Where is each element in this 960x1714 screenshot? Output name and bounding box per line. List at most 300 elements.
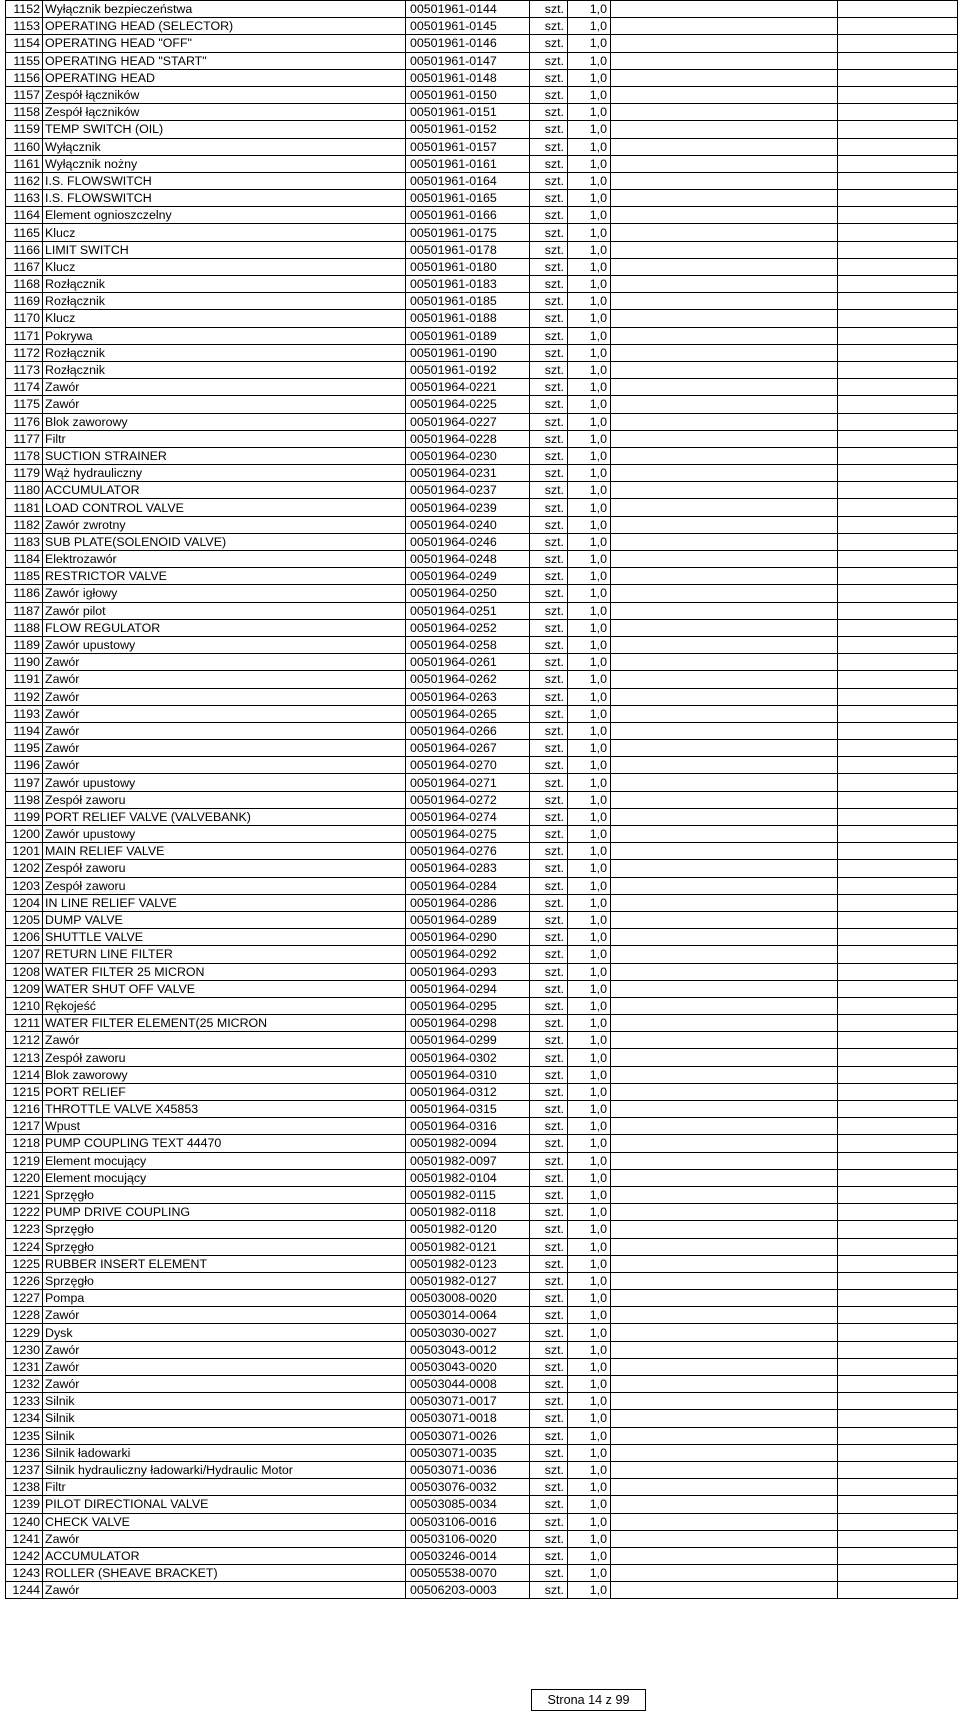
description-cell: I.S. FLOWSWITCH [43, 172, 406, 189]
quantity-cell: 1,0 [568, 1186, 611, 1203]
unit-cell: szt. [530, 774, 568, 791]
table-row [6, 1204, 958, 1221]
row-number-cell: 1228 [6, 1307, 43, 1324]
empty-cell [838, 1255, 958, 1272]
unit-cell: szt. [530, 1221, 568, 1238]
empty-cell [838, 1032, 958, 1049]
unit-cell: szt. [530, 894, 568, 911]
table-row [6, 1221, 958, 1238]
empty-cell [611, 688, 838, 705]
empty-cell [611, 1496, 838, 1513]
part-number-cell: 00503085-0034 [406, 1496, 530, 1513]
part-number-cell: 00501961-0175 [406, 224, 530, 241]
part-number-cell: 00501961-0148 [406, 69, 530, 86]
empty-cell [838, 1152, 958, 1169]
quantity-cell: 1,0 [568, 361, 611, 378]
row-number-cell: 1207 [6, 946, 43, 963]
row-number-cell: 1216 [6, 1101, 43, 1118]
table-row [6, 361, 958, 378]
description-cell: Klucz [43, 310, 406, 327]
row-number-cell: 1162 [6, 172, 43, 189]
part-number-cell: 00501961-0161 [406, 155, 530, 172]
description-cell: LOAD CONTROL VALVE [43, 499, 406, 516]
description-cell: ROLLER (SHEAVE BRACKET) [43, 1565, 406, 1582]
unit-cell: szt. [530, 1186, 568, 1203]
part-number-cell: 00503043-0020 [406, 1358, 530, 1375]
row-number-cell: 1159 [6, 121, 43, 138]
empty-cell [611, 551, 838, 568]
quantity-cell: 1,0 [568, 465, 611, 482]
part-number-cell: 00501964-0316 [406, 1118, 530, 1135]
description-cell: Zespół łączników [43, 86, 406, 103]
part-number-cell: 00501964-0312 [406, 1083, 530, 1100]
description-cell: Zawór zwrotny [43, 516, 406, 533]
row-number-cell: 1224 [6, 1238, 43, 1255]
row-number-cell: 1232 [6, 1376, 43, 1393]
quantity-cell: 1,0 [568, 430, 611, 447]
unit-cell: szt. [530, 1049, 568, 1066]
part-number-cell: 00501961-0165 [406, 190, 530, 207]
table-row [6, 808, 958, 825]
description-cell: Zawór upustowy [43, 636, 406, 653]
unit-cell: szt. [530, 430, 568, 447]
unit-cell: szt. [530, 310, 568, 327]
unit-cell: szt. [530, 69, 568, 86]
description-cell: Wąż hydrauliczny [43, 465, 406, 482]
empty-cell [611, 482, 838, 499]
unit-cell: szt. [530, 1410, 568, 1427]
description-cell: Zawór [43, 1341, 406, 1358]
empty-cell [838, 499, 958, 516]
table-row [6, 224, 958, 241]
part-number-cell: 00503076-0032 [406, 1479, 530, 1496]
row-number-cell: 1234 [6, 1410, 43, 1427]
empty-cell [611, 568, 838, 585]
part-number-cell: 00501961-0189 [406, 327, 530, 344]
description-cell: Rozłącznik [43, 276, 406, 293]
description-cell: Wyłącznik bezpieczeństwa [43, 1, 406, 18]
empty-cell [611, 636, 838, 653]
empty-cell [611, 104, 838, 121]
unit-cell: szt. [530, 860, 568, 877]
quantity-cell: 1,0 [568, 1, 611, 18]
unit-cell: szt. [530, 207, 568, 224]
table-row [6, 1049, 958, 1066]
quantity-cell: 1,0 [568, 860, 611, 877]
table-row [6, 465, 958, 482]
unit-cell: szt. [530, 1255, 568, 1272]
unit-cell: szt. [530, 1238, 568, 1255]
empty-cell [611, 1032, 838, 1049]
unit-cell: szt. [530, 138, 568, 155]
empty-cell [838, 293, 958, 310]
empty-cell [838, 997, 958, 1014]
part-number-cell: 00506203-0003 [406, 1582, 530, 1599]
table-row [6, 636, 958, 653]
part-number-cell: 00501982-0115 [406, 1186, 530, 1203]
quantity-cell: 1,0 [568, 705, 611, 722]
empty-cell [838, 636, 958, 653]
quantity-cell: 1,0 [568, 18, 611, 35]
quantity-cell: 1,0 [568, 533, 611, 550]
empty-cell [838, 276, 958, 293]
empty-cell [838, 1376, 958, 1393]
description-cell: Rozłącznik [43, 361, 406, 378]
empty-cell [611, 516, 838, 533]
part-number-cell: 00501961-0190 [406, 344, 530, 361]
quantity-cell: 1,0 [568, 310, 611, 327]
row-number-cell: 1205 [6, 911, 43, 928]
part-number-cell: 00501964-0276 [406, 843, 530, 860]
table-row [6, 1083, 958, 1100]
table-row [6, 121, 958, 138]
quantity-cell: 1,0 [568, 808, 611, 825]
quantity-cell: 1,0 [568, 826, 611, 843]
table-row [6, 344, 958, 361]
unit-cell: szt. [530, 1307, 568, 1324]
part-number-cell: 00503044-0008 [406, 1376, 530, 1393]
part-number-cell: 00501961-0185 [406, 293, 530, 310]
table-row [6, 18, 958, 35]
empty-cell [611, 1290, 838, 1307]
unit-cell: szt. [530, 533, 568, 550]
description-cell: RESTRICTOR VALVE [43, 568, 406, 585]
part-number-cell: 00501982-0097 [406, 1152, 530, 1169]
unit-cell: szt. [530, 258, 568, 275]
table-row [6, 327, 958, 344]
row-number-cell: 1233 [6, 1393, 43, 1410]
empty-cell [838, 1221, 958, 1238]
unit-cell: szt. [530, 1376, 568, 1393]
quantity-cell: 1,0 [568, 929, 611, 946]
empty-cell [611, 740, 838, 757]
empty-cell [611, 1427, 838, 1444]
empty-cell [611, 722, 838, 739]
description-cell: FLOW REGULATOR [43, 619, 406, 636]
unit-cell: szt. [530, 997, 568, 1014]
empty-cell [838, 379, 958, 396]
table-row [6, 1135, 958, 1152]
part-number-cell: 00501964-0230 [406, 447, 530, 464]
unit-cell: szt. [530, 1324, 568, 1341]
quantity-cell: 1,0 [568, 1118, 611, 1135]
row-number-cell: 1158 [6, 104, 43, 121]
row-number-cell: 1178 [6, 447, 43, 464]
part-number-cell: 00501964-0295 [406, 997, 530, 1014]
description-cell: SHUTTLE VALVE [43, 929, 406, 946]
description-cell: Rękojeść [43, 997, 406, 1014]
table-row [6, 911, 958, 928]
part-number-cell: 00501964-0227 [406, 413, 530, 430]
description-cell: Zawór pilot [43, 602, 406, 619]
row-number-cell: 1181 [6, 499, 43, 516]
empty-cell [611, 705, 838, 722]
table-row [6, 86, 958, 103]
part-number-cell: 00501964-0274 [406, 808, 530, 825]
empty-cell [611, 654, 838, 671]
empty-cell [611, 1101, 838, 1118]
empty-cell [838, 585, 958, 602]
empty-cell [611, 757, 838, 774]
part-number-cell: 00501961-0146 [406, 35, 530, 52]
description-cell: PUMP COUPLING TEXT 44470 [43, 1135, 406, 1152]
empty-cell [838, 310, 958, 327]
empty-cell [838, 1565, 958, 1582]
empty-cell [838, 671, 958, 688]
table-row [6, 843, 958, 860]
table-row [6, 516, 958, 533]
quantity-cell: 1,0 [568, 997, 611, 1014]
empty-cell [838, 69, 958, 86]
unit-cell: szt. [530, 1565, 568, 1582]
table-row [6, 1066, 958, 1083]
table-row [6, 602, 958, 619]
empty-cell [838, 843, 958, 860]
table-row [6, 1101, 958, 1118]
empty-cell [838, 258, 958, 275]
table-row [6, 276, 958, 293]
empty-cell [838, 447, 958, 464]
page-number: Strona 14 z 99 [531, 1689, 646, 1711]
unit-cell: szt. [530, 1204, 568, 1221]
table-row [6, 447, 958, 464]
unit-cell: szt. [530, 1101, 568, 1118]
row-number-cell: 1231 [6, 1358, 43, 1375]
table-row [6, 980, 958, 997]
unit-cell: szt. [530, 1496, 568, 1513]
part-number-cell: 00501964-0310 [406, 1066, 530, 1083]
empty-cell [838, 327, 958, 344]
row-number-cell: 1208 [6, 963, 43, 980]
description-cell: Dysk [43, 1324, 406, 1341]
empty-cell [611, 1, 838, 18]
empty-cell [611, 121, 838, 138]
quantity-cell: 1,0 [568, 585, 611, 602]
part-number-cell: 00501964-0262 [406, 671, 530, 688]
row-number-cell: 1173 [6, 361, 43, 378]
empty-cell [838, 1083, 958, 1100]
empty-cell [611, 946, 838, 963]
row-number-cell: 1236 [6, 1444, 43, 1461]
row-number-cell: 1211 [6, 1015, 43, 1032]
unit-cell: szt. [530, 190, 568, 207]
row-number-cell: 1239 [6, 1496, 43, 1513]
empty-cell [838, 1186, 958, 1203]
row-number-cell: 1203 [6, 877, 43, 894]
row-number-cell: 1185 [6, 568, 43, 585]
quantity-cell: 1,0 [568, 791, 611, 808]
row-number-cell: 1227 [6, 1290, 43, 1307]
quantity-cell: 1,0 [568, 1255, 611, 1272]
description-cell: Sprzęgło [43, 1238, 406, 1255]
unit-cell: szt. [530, 929, 568, 946]
empty-cell [611, 1565, 838, 1582]
table-row [6, 1290, 958, 1307]
row-number-cell: 1244 [6, 1582, 43, 1599]
empty-cell [611, 1049, 838, 1066]
unit-cell: szt. [530, 602, 568, 619]
empty-cell [838, 929, 958, 946]
empty-cell [611, 1204, 838, 1221]
part-number-cell: 00501964-0267 [406, 740, 530, 757]
part-number-cell: 00503014-0064 [406, 1307, 530, 1324]
quantity-cell: 1,0 [568, 258, 611, 275]
row-number-cell: 1180 [6, 482, 43, 499]
empty-cell [611, 447, 838, 464]
table-row [6, 740, 958, 757]
empty-cell [838, 1204, 958, 1221]
quantity-cell: 1,0 [568, 1204, 611, 1221]
empty-cell [838, 35, 958, 52]
empty-cell [611, 808, 838, 825]
quantity-cell: 1,0 [568, 276, 611, 293]
row-number-cell: 1191 [6, 671, 43, 688]
row-number-cell: 1179 [6, 465, 43, 482]
row-number-cell: 1166 [6, 241, 43, 258]
part-number-cell: 00501961-0164 [406, 172, 530, 189]
empty-cell [611, 430, 838, 447]
unit-cell: szt. [530, 1479, 568, 1496]
table-row [6, 654, 958, 671]
row-number-cell: 1206 [6, 929, 43, 946]
row-number-cell: 1196 [6, 757, 43, 774]
empty-cell [611, 1238, 838, 1255]
quantity-cell: 1,0 [568, 1582, 611, 1599]
empty-cell [838, 52, 958, 69]
part-number-cell: 00501961-0147 [406, 52, 530, 69]
unit-cell: szt. [530, 447, 568, 464]
empty-cell [838, 774, 958, 791]
table-row [6, 1358, 958, 1375]
empty-cell [838, 826, 958, 843]
unit-cell: szt. [530, 1582, 568, 1599]
part-number-cell: 00503106-0016 [406, 1513, 530, 1530]
unit-cell: szt. [530, 585, 568, 602]
quantity-cell: 1,0 [568, 293, 611, 310]
quantity-cell: 1,0 [568, 396, 611, 413]
description-cell: Zawór [43, 1358, 406, 1375]
quantity-cell: 1,0 [568, 35, 611, 52]
parts-table [5, 0, 958, 1599]
quantity-cell: 1,0 [568, 413, 611, 430]
description-cell: Zawór [43, 1376, 406, 1393]
quantity-cell: 1,0 [568, 516, 611, 533]
table-row [6, 826, 958, 843]
unit-cell: szt. [530, 1032, 568, 1049]
empty-cell [838, 1393, 958, 1410]
row-number-cell: 1177 [6, 430, 43, 447]
part-number-cell: 00501964-0228 [406, 430, 530, 447]
unit-cell: szt. [530, 1530, 568, 1547]
description-cell: Zawór [43, 688, 406, 705]
table-row [6, 568, 958, 585]
empty-cell [838, 516, 958, 533]
quantity-cell: 1,0 [568, 774, 611, 791]
empty-cell [611, 1152, 838, 1169]
empty-cell [611, 52, 838, 69]
description-cell: Blok zaworowy [43, 1066, 406, 1083]
unit-cell: szt. [530, 1118, 568, 1135]
quantity-cell: 1,0 [568, 207, 611, 224]
empty-cell [611, 671, 838, 688]
table-row [6, 1272, 958, 1289]
unit-cell: szt. [530, 1547, 568, 1564]
table-row [6, 946, 958, 963]
empty-cell [611, 997, 838, 1014]
quantity-cell: 1,0 [568, 1221, 611, 1238]
empty-cell [838, 138, 958, 155]
empty-cell [611, 465, 838, 482]
table-row [6, 1376, 958, 1393]
empty-cell [611, 344, 838, 361]
empty-cell [611, 843, 838, 860]
table-row [6, 499, 958, 516]
unit-cell: szt. [530, 1272, 568, 1289]
part-number-cell: 00501964-0265 [406, 705, 530, 722]
description-cell: SUCTION STRAINER [43, 447, 406, 464]
table-row [6, 379, 958, 396]
row-number-cell: 1194 [6, 722, 43, 739]
unit-cell: szt. [530, 740, 568, 757]
table-row [6, 757, 958, 774]
quantity-cell: 1,0 [568, 636, 611, 653]
description-cell: Zawór igłowy [43, 585, 406, 602]
empty-cell [838, 860, 958, 877]
empty-cell [611, 396, 838, 413]
row-number-cell: 1212 [6, 1032, 43, 1049]
row-number-cell: 1160 [6, 138, 43, 155]
empty-cell [611, 1582, 838, 1599]
part-number-cell: 00501964-0275 [406, 826, 530, 843]
part-number-cell: 00501982-0104 [406, 1169, 530, 1186]
row-number-cell: 1209 [6, 980, 43, 997]
empty-cell [838, 18, 958, 35]
description-cell: Element mocujący [43, 1152, 406, 1169]
description-cell: Wyłącznik [43, 138, 406, 155]
part-number-cell: 00501982-0094 [406, 1135, 530, 1152]
description-cell: OPERATING HEAD "OFF" [43, 35, 406, 52]
empty-cell [838, 104, 958, 121]
description-cell: Zespół zaworu [43, 791, 406, 808]
empty-cell [838, 1272, 958, 1289]
unit-cell: szt. [530, 1444, 568, 1461]
empty-cell [611, 963, 838, 980]
empty-cell [838, 1547, 958, 1564]
table-row [6, 1582, 958, 1599]
part-number-cell: 00501982-0121 [406, 1238, 530, 1255]
description-cell: Blok zaworowy [43, 413, 406, 430]
description-cell: DUMP VALVE [43, 911, 406, 928]
unit-cell: szt. [530, 293, 568, 310]
table-row [6, 774, 958, 791]
part-number-cell: 00501964-0290 [406, 929, 530, 946]
description-cell: Zawór [43, 1032, 406, 1049]
quantity-cell: 1,0 [568, 1496, 611, 1513]
part-number-cell: 00501964-0294 [406, 980, 530, 997]
table-row [6, 430, 958, 447]
quantity-cell: 1,0 [568, 482, 611, 499]
description-cell: Pompa [43, 1290, 406, 1307]
row-number-cell: 1152 [6, 1, 43, 18]
quantity-cell: 1,0 [568, 447, 611, 464]
description-cell: Zawór upustowy [43, 774, 406, 791]
part-number-cell: 00501964-0261 [406, 654, 530, 671]
description-cell: PUMP DRIVE COUPLING [43, 1204, 406, 1221]
table-row [6, 1565, 958, 1582]
empty-cell [838, 1169, 958, 1186]
quantity-cell: 1,0 [568, 138, 611, 155]
row-number-cell: 1167 [6, 258, 43, 275]
